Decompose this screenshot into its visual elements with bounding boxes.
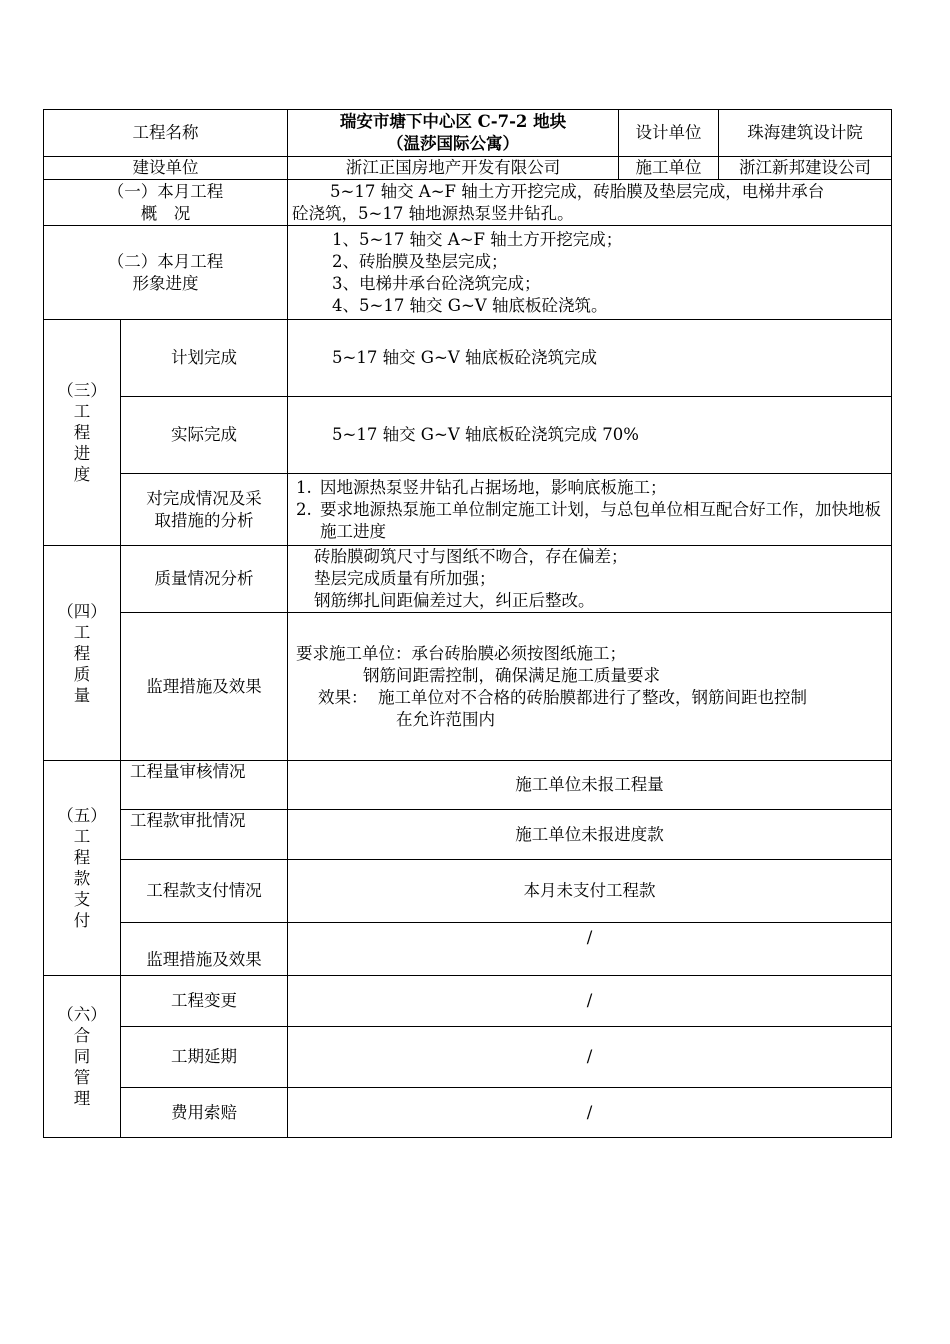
section1-content-line1: 5~17 轴交 A~F 轴土方开挖完成，砖胎膜及垫层完成，电梯井承台 <box>330 181 825 201</box>
measures-line: 效果： 施工单位对不合格的砖胎膜都进行了整改，钢筋间距也控制 <box>318 687 807 707</box>
section2-label <box>44 226 288 320</box>
section6-label-char: 合 <box>73 1026 91 1045</box>
section3-label-char: 程 <box>73 423 91 442</box>
section5-label-char: 工 <box>73 827 91 846</box>
quantity-review-label: 工程量审核情况 <box>121 761 288 810</box>
section1-row <box>44 180 892 226</box>
quality-line: 砖胎膜砌筑尺寸与图纸不吻合，存在偏差； <box>314 547 628 566</box>
section3-label <box>44 320 121 546</box>
analysis-item-text: 因地源热泵竖井钻孔占据场地，影响底板施工； <box>320 477 667 497</box>
section5-label <box>44 761 121 976</box>
analysis-row <box>44 474 892 546</box>
quality-label: 质量情况分析 <box>121 546 288 613</box>
contractor-value: 浙江新邦建设公司 <box>719 157 892 180</box>
section4-label-char: 工 <box>73 622 91 642</box>
section2-content <box>288 226 892 320</box>
measures-line: 钢筋间距需控制，确保满足施工质量要求 <box>363 665 660 685</box>
change-value: / <box>288 976 892 1027</box>
project-name-row <box>44 110 892 157</box>
section4-label-char: 质 <box>73 664 91 684</box>
section1-content <box>288 180 892 226</box>
section6-label-char: 理 <box>73 1089 91 1108</box>
section2-label-line2: 形象进度 <box>132 273 199 293</box>
analysis-content <box>288 474 892 546</box>
measures-line: 在允许范围内 <box>396 709 495 729</box>
quality-measures-row <box>44 613 892 761</box>
analysis-item <box>296 499 887 543</box>
section6-label-char: 同 <box>73 1047 91 1066</box>
change-row <box>44 976 892 1027</box>
project-name-line1: 瑞安市塘下中心区 C-7-2 地块 <box>339 112 567 131</box>
section5-label-char: 程 <box>73 848 91 867</box>
section1-label <box>44 180 288 226</box>
planned-row <box>44 320 892 397</box>
section5-label-char: 支 <box>73 890 91 909</box>
payment-status-label: 工程款支付情况 <box>121 860 288 923</box>
measures-line: 要求施工单位：承台砖胎膜必须按图纸施工； <box>296 643 626 663</box>
section1-label-line2: 概 况 <box>140 203 191 223</box>
payment-approval-value: 施工单位未报进度款 <box>288 810 892 860</box>
analysis-item-num: 2. <box>296 499 312 519</box>
claim-row <box>44 1088 892 1138</box>
section6-label-char: （六） <box>57 1005 107 1024</box>
analysis-label-line2: 取措施的分析 <box>154 510 254 530</box>
claim-label: 费用索赔 <box>121 1088 288 1138</box>
analysis-label <box>121 474 288 546</box>
claim-value: / <box>288 1088 892 1138</box>
progress-item: 2、砖胎膜及垫层完成； <box>332 251 508 271</box>
project-name-line2: （温莎国际公寓） <box>387 134 519 153</box>
builder-value: 浙江正国房地产开发有限公司 <box>288 157 619 180</box>
quality-line: 垫层完成质量有所加强； <box>314 569 496 588</box>
quality-content <box>288 546 892 613</box>
progress-item: 1、5~17 轴交 A~F 轴土方开挖完成； <box>332 229 623 249</box>
analysis-item <box>296 477 887 499</box>
builder-row <box>44 157 892 180</box>
quantity-review-value: 施工单位未报工程量 <box>288 761 892 810</box>
quality-row <box>44 546 892 613</box>
delay-label: 工期延期 <box>121 1027 288 1088</box>
section4-label-char: 程 <box>73 643 91 663</box>
section2-row <box>44 226 892 320</box>
analysis-item-num: 1. <box>296 477 312 497</box>
builder-label: 建设单位 <box>44 157 288 180</box>
section5-label-char: 款 <box>73 869 91 888</box>
design-unit-value: 珠海建筑设计院 <box>719 110 892 157</box>
quality-measures-content <box>288 613 892 761</box>
quantity-review-row <box>44 761 892 810</box>
section3-label-char: （三） <box>57 381 107 400</box>
planned-label: 计划完成 <box>121 320 288 397</box>
project-name-label: 工程名称 <box>44 110 288 157</box>
delay-value: / <box>288 1027 892 1088</box>
section5-label-char: （五） <box>57 806 107 825</box>
payment-status-value: 本月未支付工程款 <box>288 860 892 923</box>
section4-label-char: （四） <box>57 601 107 621</box>
change-label: 工程变更 <box>121 976 288 1027</box>
payment-status-row <box>44 860 892 923</box>
payment-approval-row <box>44 810 892 860</box>
planned-value: 5~17 轴交 G~V 轴底板砼浇筑完成 <box>288 320 892 397</box>
section4-label-char: 量 <box>73 685 91 705</box>
design-unit-label: 设计单位 <box>619 110 719 157</box>
progress-item: 3、电梯井承台砼浇筑完成； <box>332 273 541 293</box>
section6-label <box>44 976 121 1138</box>
payment-measures-row <box>44 923 892 976</box>
section3-label-char: 度 <box>73 465 91 484</box>
payment-measures-label: 监理措施及效果 <box>121 923 288 976</box>
section3-label-char: 工 <box>73 402 91 421</box>
section2-label-line1: （二）本月工程 <box>107 251 224 271</box>
delay-row <box>44 1027 892 1088</box>
section6-label-char: 管 <box>73 1068 91 1087</box>
analysis-item-text: 要求地源热泵施工单位制定施工计划，与总包单位相互配合好工作，加快地板施工进度 <box>320 499 881 541</box>
section3-label-char: 进 <box>73 444 91 463</box>
quality-measures-label: 监理措施及效果 <box>121 613 288 761</box>
section5-label-char: 付 <box>73 911 91 930</box>
actual-value: 5~17 轴交 G~V 轴底板砼浇筑完成 70% <box>288 397 892 474</box>
analysis-label-line1: 对完成情况及采 <box>146 488 262 508</box>
contractor-label: 施工单位 <box>619 157 719 180</box>
actual-label: 实际完成 <box>121 397 288 474</box>
section4-label <box>44 546 121 761</box>
actual-row <box>44 397 892 474</box>
progress-item: 4、5~17 轴交 G~V 轴底板砼浇筑。 <box>332 295 608 315</box>
monthly-report-table <box>43 109 892 1138</box>
payment-measures-value: / <box>288 923 892 976</box>
payment-approval-label: 工程款审批情况 <box>121 810 288 860</box>
section1-content-line2: 砼浇筑，5~17 轴地源热泵竖井钻孔。 <box>292 203 574 223</box>
section1-label-line1: （一）本月工程 <box>107 181 224 201</box>
quality-line: 钢筋绑扎间距偏差过大，纠正后整改。 <box>314 591 595 610</box>
project-name-value <box>288 110 619 157</box>
